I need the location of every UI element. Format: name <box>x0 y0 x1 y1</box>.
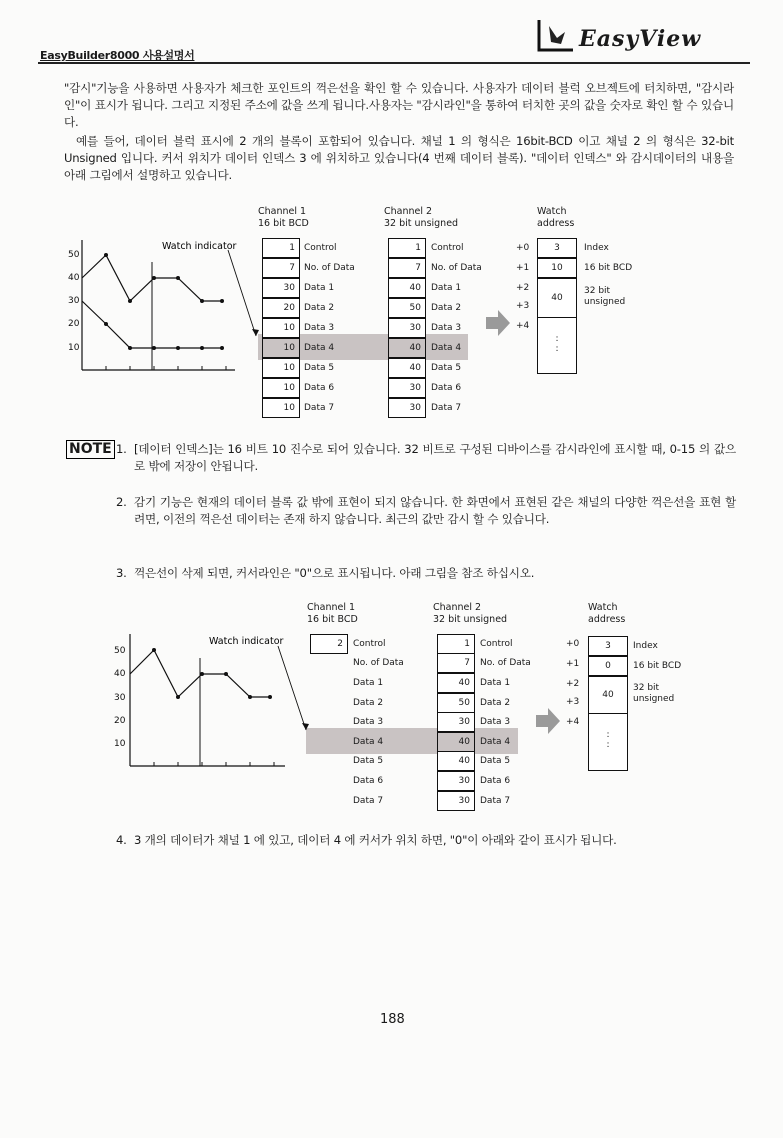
row-label: Data 1 <box>304 283 335 293</box>
table-cell: 20 <box>262 298 300 318</box>
fig1-line-chart <box>60 232 280 392</box>
row-label: Data 1 <box>431 283 462 293</box>
watch-offset: +4 <box>516 321 530 331</box>
fig1-watch-header: Watch address <box>537 206 575 229</box>
row-label: Data 4 <box>431 343 462 353</box>
figure-1 <box>0 200 783 425</box>
watch-cell-continued: : : <box>588 713 628 771</box>
fig1-right-arrow-icon <box>484 308 512 338</box>
row-label: Control <box>480 639 513 649</box>
watch-label: 16 bit BCD <box>633 661 682 671</box>
watch-offset: +0 <box>566 639 580 649</box>
figure-2 <box>0 596 783 821</box>
row-label: Data 1 <box>353 678 384 688</box>
row-label: Data 5 <box>431 363 462 373</box>
note-item-3-num: 3. <box>116 566 127 580</box>
table-cell: 10 <box>262 378 300 398</box>
watch-cell: 3 <box>537 238 577 258</box>
table-cell: 10 <box>262 318 300 338</box>
watch-offset: +0 <box>516 243 530 253</box>
watch-offset: +3 <box>566 697 580 707</box>
row-label: No. of Data <box>353 658 404 668</box>
page-number: 188 <box>380 1012 405 1027</box>
watch-label-32bit: 32 bit unsigned <box>584 286 626 307</box>
row-label: Data 2 <box>304 303 335 313</box>
table-cell: 1 <box>388 238 426 258</box>
fig1-channel2-header: Channel 2 32 bit unsigned <box>384 206 459 229</box>
table-cell: 30 <box>262 278 300 298</box>
easyview-logo <box>535 14 720 58</box>
fig1-ytick: 50 <box>68 250 80 260</box>
watch-label: 16 bit BCD <box>584 263 633 273</box>
fig2-right-arrow-icon <box>534 706 562 736</box>
row-label: Data 3 <box>353 717 384 727</box>
row-label: Data 3 <box>480 717 511 727</box>
watch-offset: +2 <box>516 283 530 293</box>
table-cell-highlighted: 40 <box>437 732 475 752</box>
watch-cell: 3 <box>588 636 628 656</box>
fig2-watch-header: Watch address <box>588 602 626 625</box>
row-label: Data 2 <box>480 698 511 708</box>
intro-paragraph-1: "감시"기능을 사용하면 사용자가 체크한 포인트의 꺽은선을 확인 할 수 있습니다. 사용자가 데이터 블럭 오브젝트에 터치하면, "감시라인"이 표시가 됩니다. 그리고 지정된 주소에 값을 쓰게 됩니다.사용자는 "감시라인"을 통하여 터치한 곳의 값을 숫자로 확인 할 수 있습니다. <box>64 81 734 130</box>
fig2-watch-indicator-label: Watch indicator <box>209 636 284 647</box>
fig1-watch-indicator-label: Watch indicator <box>162 241 237 252</box>
row-label: Control <box>353 639 386 649</box>
table-cell: 7 <box>388 258 426 278</box>
table-cell: 30 <box>437 791 475 811</box>
row-label: Control <box>304 243 337 253</box>
table-cell: 1 <box>262 238 300 258</box>
table-cell: 10 <box>262 358 300 378</box>
row-label: Data 6 <box>431 383 462 393</box>
row-label: Data 2 <box>431 303 462 313</box>
table-cell: 30 <box>388 398 426 418</box>
row-label: Data 7 <box>353 796 384 806</box>
table-cell: 30 <box>388 318 426 338</box>
watch-cell: 10 <box>537 258 577 278</box>
table-cell: 10 <box>262 398 300 418</box>
fig1-channel1-header: Channel 1 16 bit BCD <box>258 206 309 229</box>
fig2-ytick: 10 <box>114 739 126 749</box>
watch-cell: 40 <box>537 278 577 318</box>
note-item-3-text: 꺽은선이 삭제 되면, 커서라인은 "0"으로 표시됩니다. 아래 그림을 참조 하십시오. <box>134 566 535 580</box>
row-label: Data 4 <box>480 737 511 747</box>
table-cell-highlighted: 10 <box>262 338 300 358</box>
manual-title: EasyBuilder8000 사용설명서 <box>40 49 195 62</box>
item-4-text: 3 개의 데이터가 채널 1 에 있고, 데이터 4 에 커서가 위치 하면, "0"이 아래와 같이 표시가 됩니다. <box>134 833 617 847</box>
watch-offset: +3 <box>516 301 530 311</box>
row-label: Data 5 <box>353 756 384 766</box>
table-cell: 40 <box>437 751 475 771</box>
row-label: Data 7 <box>480 796 511 806</box>
table-cell: 40 <box>437 673 475 693</box>
watch-offset: +2 <box>566 679 580 689</box>
table-cell: 40 <box>388 358 426 378</box>
table-cell: 7 <box>437 653 475 673</box>
watch-label: Index <box>633 641 658 651</box>
fig2-channel2-header: Channel 2 32 bit unsigned <box>433 602 508 625</box>
logo-hand-icon <box>535 16 585 56</box>
header-rule <box>38 62 750 64</box>
watch-cell: 0 <box>588 656 628 676</box>
row-label: Data 5 <box>480 756 511 766</box>
note-item-1-text: [데이터 인덱스]는 16 비트 10 진수로 되어 있습니다. 32 비트로 구성된 디바이스를 감시라인에 표시할 때, 0-15 의 값으로 밖에 저장이 안됩니다. <box>134 442 736 474</box>
row-label: Data 7 <box>431 403 462 413</box>
fig2-ytick: 40 <box>114 669 126 679</box>
row-label: Data 6 <box>304 383 335 393</box>
table-cell: 30 <box>388 378 426 398</box>
row-label: Data 4 <box>353 737 384 747</box>
watch-label-32bit: 32 bit unsigned <box>633 683 675 704</box>
logo-text: EasyView <box>579 26 702 52</box>
fig2-ytick: 30 <box>114 693 126 703</box>
table-cell-highlighted: 40 <box>388 338 426 358</box>
row-label: Data 1 <box>480 678 511 688</box>
fig1-ytick: 20 <box>68 319 80 329</box>
fig2-ytick: 50 <box>114 646 126 656</box>
row-label: Data 3 <box>304 323 335 333</box>
item-4-num: 4. <box>116 833 127 847</box>
fig2-channel1-header: Channel 1 16 bit BCD <box>307 602 358 625</box>
table-cell: 40 <box>388 278 426 298</box>
row-label: Data 2 <box>353 698 384 708</box>
watch-offset: +1 <box>566 659 580 669</box>
watch-offset: +1 <box>516 263 530 273</box>
table-cell: 7 <box>262 258 300 278</box>
watch-label: Index <box>584 243 609 253</box>
fig1-ytick: 40 <box>68 273 80 283</box>
fig1-ytick: 10 <box>68 343 80 353</box>
fig2-ytick: 20 <box>114 716 126 726</box>
row-label: Data 4 <box>304 343 335 353</box>
watch-cell-continued: : : <box>537 317 577 374</box>
note-item-2-text: 감기 기능은 현재의 데이터 블록 값 밖에 표현이 되지 않습니다. 한 화면에서 표현된 같은 채널의 다양한 꺽은선을 표현 할려면, 이전의 꺽은선 데이터는 존재 하지 않습니다. 최근의 값만 감시 할 수 있습니다. <box>134 495 736 527</box>
table-cell: 30 <box>437 712 475 732</box>
table-cell: 2 <box>310 634 348 654</box>
table-cell: 30 <box>437 771 475 791</box>
table-cell: 1 <box>437 634 475 654</box>
row-label: No. of Data <box>304 263 355 273</box>
row-label: No. of Data <box>431 263 482 273</box>
note-label: NOTE <box>66 440 115 459</box>
table-cell: 50 <box>437 693 475 713</box>
table-cell: 50 <box>388 298 426 318</box>
row-label: Data 6 <box>353 776 384 786</box>
row-label: Data 3 <box>431 323 462 333</box>
note-item-1-num: 1. <box>116 442 127 456</box>
row-label: Data 5 <box>304 363 335 373</box>
row-label: Data 6 <box>480 776 511 786</box>
row-label: Data 7 <box>304 403 335 413</box>
fig1-ytick: 30 <box>68 296 80 306</box>
watch-offset: +4 <box>566 717 580 727</box>
row-label: No. of Data <box>480 658 531 668</box>
note-item-2-num: 2. <box>116 495 127 509</box>
watch-cell: 40 <box>588 676 628 714</box>
fig2-line-chart <box>110 626 330 786</box>
row-label: Control <box>431 243 464 253</box>
intro-paragraph-2: 예를 들어, 데이터 블럭 표시에 2 개의 블록이 포함되어 있습니다. 채널 1 의 형식은 16bit-BCD 이고 채널 2 의 형식은 32-bit Unsigned 입니다. 커서 위치가 데이터 인덱스 3 에 위치하고 있습니다(4 번째 데이터 블록). "데이터 인덱스" 와 감시데이터의 내용을 아래 그림에서 설명하고 있습니다. <box>64 134 734 183</box>
